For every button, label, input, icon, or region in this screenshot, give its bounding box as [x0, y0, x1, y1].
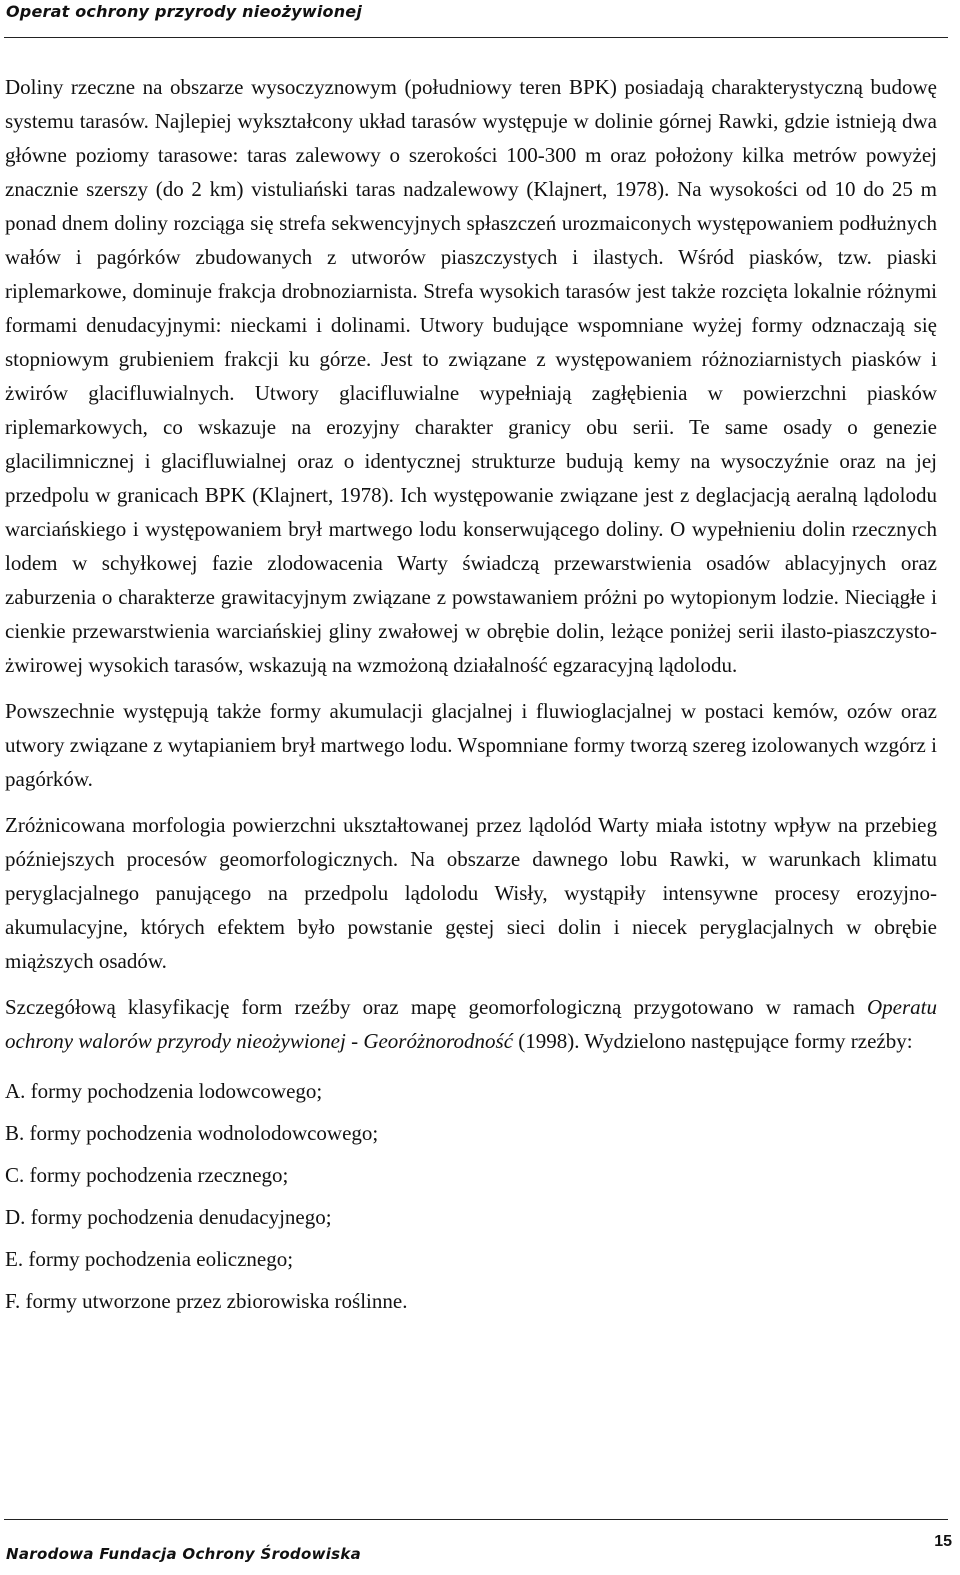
list-item: B. formy pochodzenia wodnolodowcowego; [5, 1121, 379, 1145]
document-body [5, 70, 937, 1322]
landform-list [5, 1070, 937, 1322]
paragraph-classification [5, 990, 937, 1058]
list-item: D. formy pochodzenia denudacyjnego; [5, 1205, 332, 1229]
cited-title: Operatu ochrony walorów przyrody nieożywionej - Georóżnorodność [5, 995, 937, 1053]
paragraph-glacial-forms: Powszechnie występują także formy akumulacji glacjalnej i fluwioglacjalnej w postaci kemów, ozów oraz utwory związane z wytapianiem brył martwego lodu. Wspomniane formy tworzą szereg izolowanych wzgórz i pagórków. [5, 699, 937, 791]
paragraph-river-terraces: Doliny rzeczne na obszarze wysoczyznowym (południowy teren BPK) posiadają charakterystyczną budowę systemu tarasów. Najlepiej wykształcony układ tarasów występuje w dolinie górnej Rawki, gdzie istnieją dwa główne poziomy tarasowe: taras zalewowy o szerokości 100-300 m oraz położony kilka metrów powyżej znacznie szerszy (do 2 km) vistuliański taras nadzalewowy (Klajnert, 1978). Na wysokości od 10 do 25 m ponad dnem doliny rozciąga się strefa sekwencyjnych spłaszczeń urozmaiconych występowaniem podłużnych wałów i pagórków zbudowanych z utworów piaszczystych i ilastych. Wśród piasków, tzw. piaski riplemarkowe, dominuje frakcja drobnoziarnista. Strefa wysokich tarasów jest także rozcięta lokalnie różnymi formami denudacyjnymi: nieckami i dolinami. Utwory budujące wspomniane wyżej formy odznaczają się stopniowym grubieniem frakcji ku górze. Jest to związane z występowaniem różnoziarnistych piasków i żwirów glacifluwialnych. Utwory glacifluwialne wypełniają zagłębienia w powierzchni piasków riplemarkowych, co wskazuje na erozyjny charakter granicy obu serii. Te same osady o genezie glacilimnicznej i glacifluwialnej oraz o identycznej strukturze budują kemy na wysoczyźnie oraz na jej przedpolu w granicach BPK (Klajnert, 1978). Ich występowanie związane jest z deglacjacją aeralną lądolodu warciańskiego i występowaniem brył martwego lodu konserwującego doliny. O wypełnieniu dolin rzecznych lodem w schyłkowej fazie zlodowacenia Warty świadczą przewarstwienia osadów ablacyjnych oraz zaburzenia o charakterze grawitacyjnym związane z powstawaniem próżni po wytopionym lodzie. Nieciągłe i cienkie przewarstwienia warciańskiej gliny zwałowej w obrębie dolin, leżące poniżej serii ilasto-piaszczysto-żwirowej wysokich tarasów, wskazują na wzmożoną działalność egzaracyjną lądolodu. [5, 75, 937, 677]
list-item: A. formy pochodzenia lodowcowego; [5, 1079, 323, 1103]
list-item: E. formy pochodzenia eolicznego; [5, 1247, 294, 1271]
paragraph-morphology: Zróżnicowana morfologia powierzchni ukształtowanej przez lądolód Warty miała istotny wpływ na przebieg późniejszych procesów geomorfologicznych. Na obszarze dawnego lobu Rawki, w warunkach klimatu peryglacjalnego panującego na przedpolu lądolodu Wisły, wystąpiły intensywne procesy erozyjno-akumulacyjne, których efektem było powstanie gęstej sieci dolin i niecek peryglacjalnych w obrębie miąższych osadów. [5, 813, 937, 973]
header-title: Operat ochrony przyrody nieożywionej [6, 2, 363, 21]
classification-tail: (1998). Wydzielono następujące formy rzeźby: [513, 1029, 913, 1053]
footer-divider [4, 1519, 948, 1520]
list-item: F. formy utworzone przez zbiorowiska roślinne. [5, 1289, 408, 1313]
list-item: C. formy pochodzenia rzecznego; [5, 1163, 289, 1187]
footer-organization: Narodowa Fundacja Ochrony Środowiska [6, 1545, 362, 1563]
classification-lead: Szczegółową klasyfikację form rzeźby oraz mapę geomorfologiczną przygotowano w ramach [5, 995, 867, 1019]
page-number: 15 [934, 1533, 952, 1550]
header-divider [4, 37, 948, 38]
